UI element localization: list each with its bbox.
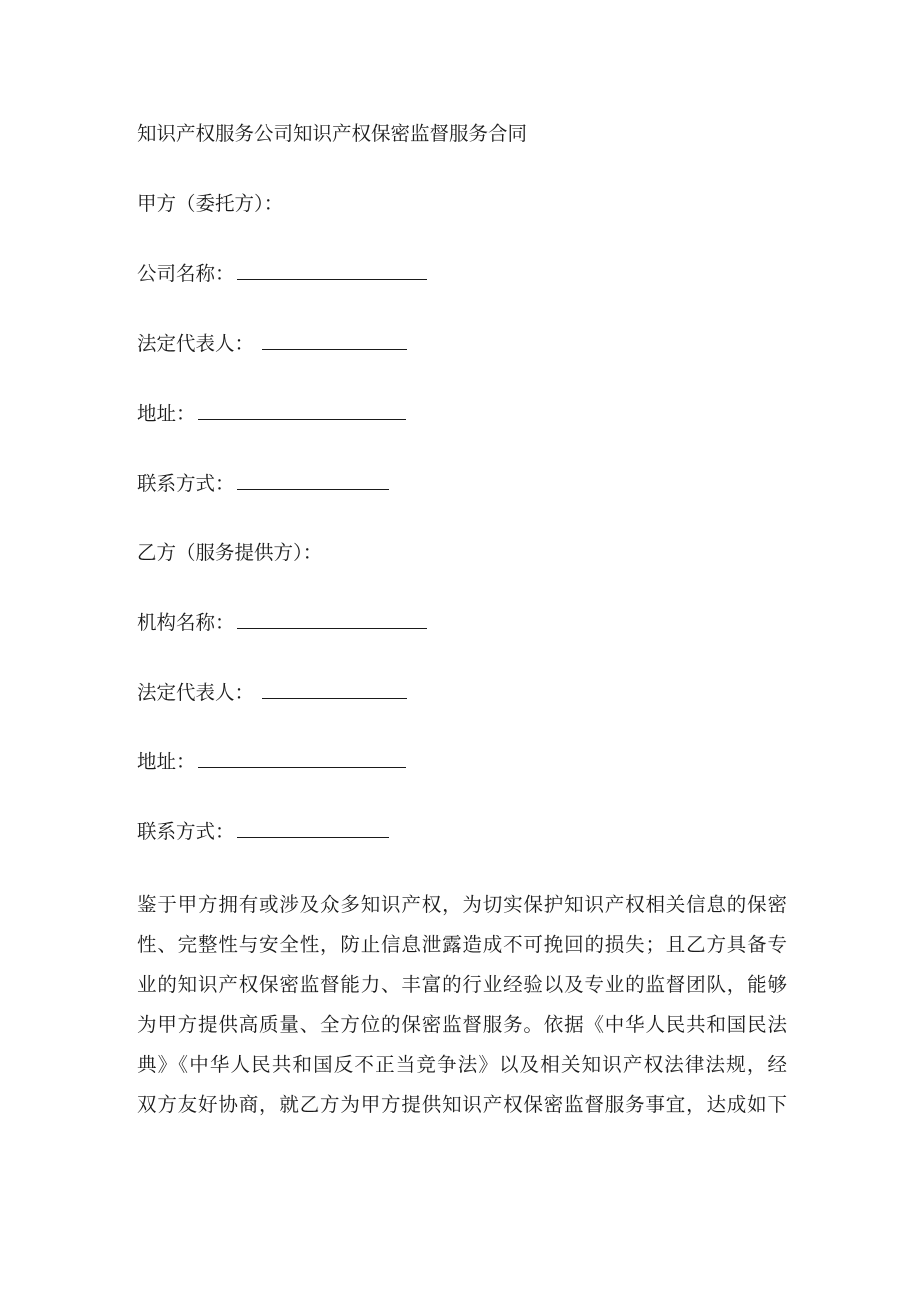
address-label: 地址： xyxy=(137,402,196,425)
party-b-heading: 乙方（服务提供方）： xyxy=(137,541,323,564)
preamble-line: 为甲方提供高质量、全方位的保密监督服务。依据《中华人民共和国民法 xyxy=(137,1013,787,1036)
party-a-heading: 甲方（委托方）： xyxy=(137,192,284,215)
party-a-legal-rep-row xyxy=(137,331,407,357)
contact-label: 联系方式： xyxy=(137,472,235,495)
legal-rep-blank xyxy=(262,680,407,699)
address-label: 地址： xyxy=(137,750,196,773)
preamble-line: 双方友好协商，就乙方为甲方提供知识产权保密监督服务事宜，达成如下 xyxy=(137,1093,787,1116)
company-name-blank xyxy=(237,261,427,280)
address-blank xyxy=(198,401,406,420)
contact-blank xyxy=(237,471,389,490)
org-name-label: 机构名称： xyxy=(137,611,235,634)
preamble-line: 鉴于甲方拥有或涉及众多知识产权，为切实保护知识产权相关信息的保密 xyxy=(137,893,787,916)
party-b-org-name-row xyxy=(137,610,427,636)
contact-blank xyxy=(237,819,389,838)
company-name-label: 公司名称： xyxy=(137,262,235,285)
preamble-line: 典》《中华人民共和国反不正当竞争法》以及相关知识产权法律法规，经 xyxy=(137,1053,787,1076)
party-b-address-row xyxy=(137,749,406,775)
party-b-legal-rep-row xyxy=(137,680,407,706)
document-title: 知识产权服务公司知识产权保密监督服务合同 xyxy=(137,122,528,145)
party-a-address-row xyxy=(137,401,406,427)
legal-rep-blank xyxy=(262,331,407,350)
preamble-line: 性、完整性与安全性，防止信息泄露造成不可挽回的损失；且乙方具备专 xyxy=(137,933,787,956)
preamble-line: 业的知识产权保密监督能力、丰富的行业经验以及专业的监督团队，能够 xyxy=(137,973,787,996)
party-b-contact-row xyxy=(137,819,389,845)
org-name-blank xyxy=(237,610,427,629)
party-a-contact-row xyxy=(137,471,389,497)
legal-rep-label: 法定代表人： xyxy=(137,681,255,704)
preamble-paragraph xyxy=(137,885,787,1125)
address-blank xyxy=(198,749,406,768)
contact-label: 联系方式： xyxy=(137,820,235,843)
legal-rep-label: 法定代表人： xyxy=(137,332,255,355)
party-a-company-name-row xyxy=(137,261,427,287)
